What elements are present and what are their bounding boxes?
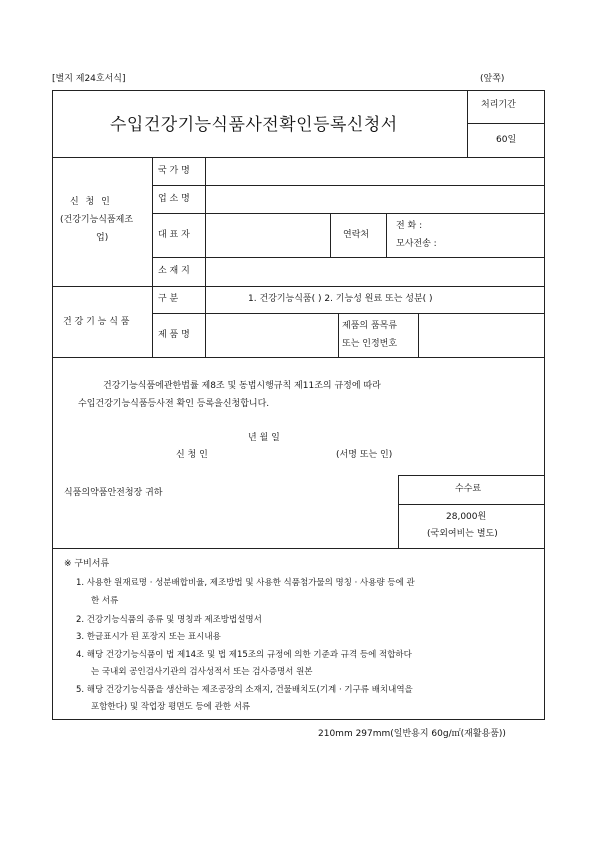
- category-label: 구 분: [158, 294, 179, 304]
- contact-divider: [330, 213, 331, 257]
- product-section-label: 건 강 기 능 식 품: [63, 317, 130, 327]
- item-no-label: 제품의 품목류: [342, 321, 398, 331]
- document-item-2: 2. 건강기능식품의 종류 및 명칭과 제조방법설명서: [76, 615, 262, 625]
- processing-value: 60일: [496, 135, 517, 145]
- country-label: 국 가 명: [158, 166, 190, 176]
- item-no-field[interactable]: [419, 314, 544, 356]
- section-line: [52, 286, 545, 287]
- representative-label: 대 표 자: [158, 230, 190, 240]
- section-line: [52, 357, 545, 358]
- fee-note: (국외여비는 별도): [427, 529, 498, 539]
- company-field[interactable]: [206, 186, 544, 212]
- fee-divider: [398, 504, 545, 505]
- phone-label: 전 화 :: [396, 221, 423, 231]
- form-number: [별지 제24호서식]: [52, 74, 126, 84]
- applicant-sign-label: 신 청 인: [176, 450, 208, 460]
- label-column-line: [152, 157, 153, 357]
- processing-divider: [467, 123, 545, 124]
- form-title: 수입건강기능식품사전확인등록신청서: [110, 115, 398, 135]
- sign-note: (서명 또는 인): [336, 450, 393, 460]
- contact-label: 연락처: [343, 230, 370, 240]
- fax-label: 모사전송 :: [396, 239, 437, 249]
- applicant-label: 신 청 인: [70, 197, 112, 207]
- fee-amount: 28,000원: [446, 512, 487, 522]
- representative-field[interactable]: [206, 214, 329, 256]
- addressee: 식품의약품안전청장 귀하: [64, 488, 163, 498]
- itemno-divider: [338, 313, 339, 357]
- documents-heading: ※ 구비서류: [64, 559, 110, 569]
- statement-line1: 건강기능식품에관한법률 제8조 및 동법시행규칙 제11조의 규정에 따라: [103, 381, 381, 391]
- country-field[interactable]: [206, 158, 544, 184]
- product-name-field[interactable]: [206, 314, 337, 356]
- fee-label: 수수료: [455, 484, 482, 494]
- processing-label: 처리기간: [481, 100, 516, 110]
- paper-spec: 210mm 297mm(일반용지 60g/㎡(재활용품)): [318, 729, 506, 739]
- category-options[interactable]: 1. 건강기능식품( ) 2. 기능성 원료 또는 성분( ): [248, 294, 433, 304]
- document-item-4: 4. 해당 건강기능식품이 법 제14조 및 법 제15조의 규정에 의한 기준과 규격 등에 적합하다: [76, 650, 412, 660]
- company-label: 업 소 명: [158, 194, 190, 204]
- document-item-1-cont: 한 서류: [91, 596, 119, 606]
- document-item-1: 1. 사용한 원재료명 · 성분배합비율, 제조방법 및 사용한 식품첨가물의 명칭 · 사용량 등에 관: [76, 578, 415, 588]
- section-line: [52, 548, 545, 549]
- product-name-label: 제 품 명: [158, 330, 190, 340]
- item-no-label-2: 또는 인정번호: [342, 339, 398, 349]
- contact-divider: [386, 213, 387, 257]
- page-side: (앞쪽): [480, 74, 505, 84]
- document-item-4-cont: 는 국내외 공인검사기관의 검사성적서 또는 검사증명서 원본: [91, 667, 313, 677]
- statement-line2: 수입건강기능식품등사전 확인 등록을신청합니다.: [78, 399, 270, 409]
- document-item-5: 5. 해당 건강기능식품을 생산하는 제조공장의 소재지, 건물배치도(기계 · 기구류 배치내역을: [76, 685, 413, 695]
- address-field[interactable]: [206, 258, 544, 285]
- document-item-5-cont: 포함한다) 및 작업장 평면도 등에 관한 서류: [91, 702, 251, 712]
- address-label: 소 재 지: [158, 266, 190, 276]
- document-item-3: 3. 한글표시가 된 포장지 또는 표시내용: [76, 632, 221, 642]
- applicant-label-sub: (건강기능식품제조: [60, 215, 134, 225]
- date-line: 년 월 일: [248, 433, 280, 443]
- applicant-label-sub2: 업): [96, 233, 109, 243]
